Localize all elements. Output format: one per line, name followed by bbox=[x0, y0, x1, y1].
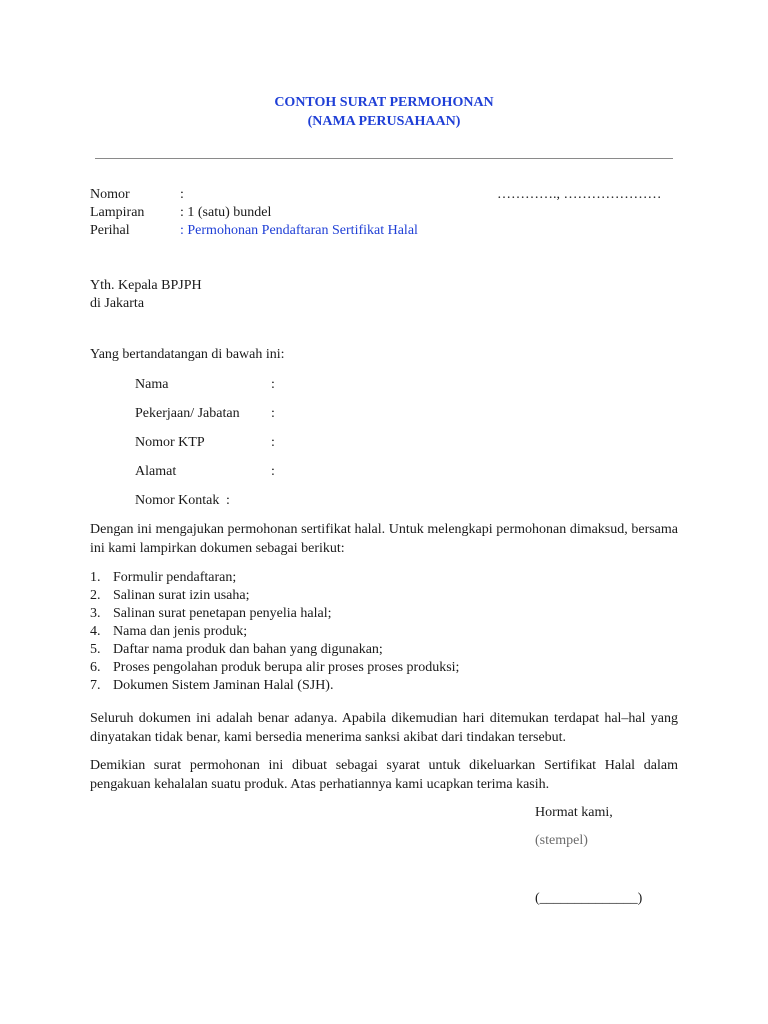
list-item bbox=[90, 677, 459, 695]
list-item bbox=[90, 587, 459, 605]
closing-salutation: Hormat kami, bbox=[535, 805, 613, 820]
list-number: 3. bbox=[90, 606, 101, 621]
list-text: Proses pengolahan produk berupa alir proses proses produksi; bbox=[113, 660, 460, 675]
field-label-ktp: Nomor KTP bbox=[135, 435, 205, 450]
list-number: 5. bbox=[90, 642, 101, 657]
list-text: Salinan surat penetapan penyelia halal; bbox=[113, 606, 332, 621]
document-list bbox=[90, 569, 459, 695]
field-label-nama: Nama bbox=[135, 377, 169, 392]
field-label-alamat: Alamat bbox=[135, 464, 177, 479]
list-item bbox=[90, 641, 459, 659]
list-text: Dokumen Sistem Jaminan Halal (SJH). bbox=[113, 678, 334, 693]
field-label-jabatan: Pekerjaan/ Jabatan bbox=[135, 406, 240, 421]
field-colon: : bbox=[271, 406, 275, 421]
list-item bbox=[90, 569, 459, 587]
perihal-label: Perihal bbox=[90, 223, 130, 238]
stamp-placeholder: (stempel) bbox=[535, 833, 588, 848]
header-divider bbox=[95, 158, 673, 159]
field-colon: : bbox=[271, 377, 275, 392]
field-colon: : bbox=[271, 464, 275, 479]
list-item bbox=[90, 623, 459, 641]
list-text: Nama dan jenis produk; bbox=[113, 624, 248, 639]
list-text: Salinan surat izin usaha; bbox=[113, 588, 250, 603]
perihal-value: : Permohonan Pendaftaran Sertifikat Halal bbox=[180, 223, 418, 238]
nomor-label: Nomor bbox=[90, 187, 130, 202]
field-colon: : bbox=[226, 493, 230, 508]
signature-line: (______________) bbox=[535, 891, 643, 906]
body-paragraph-1: Dengan ini mengajukan permohonan sertifikat halal. Untuk melengkapi permohonan dimaksud, bersama ini kami lampirkan dokumen sebagai berikut: bbox=[90, 522, 678, 556]
nomor-value: : bbox=[180, 187, 184, 202]
field-colon: : bbox=[271, 435, 275, 450]
recipient-line-2: di Jakarta bbox=[90, 296, 145, 311]
intro-text: Yang bertandatangan di bawah ini: bbox=[90, 347, 285, 362]
list-number: 6. bbox=[90, 660, 101, 675]
recipient-line-1: Yth. Kepala BPJPH bbox=[90, 278, 202, 293]
list-item bbox=[90, 659, 459, 677]
list-text: Daftar nama produk dan bahan yang digunakan; bbox=[113, 642, 383, 657]
list-number: 4. bbox=[90, 624, 101, 639]
list-number: 1. bbox=[90, 570, 101, 585]
list-number: 7. bbox=[90, 678, 101, 693]
letter-title: CONTOH SURAT PERMOHONAN bbox=[274, 95, 494, 110]
field-label-kontak: Nomor Kontak bbox=[135, 493, 220, 508]
lampiran-value: : 1 (satu) bundel bbox=[180, 205, 272, 220]
place-date: …………., ………………… bbox=[497, 187, 662, 202]
body-paragraph-2: Seluruh dokumen ini adalah benar adanya. Apabila dikemudian hari ditemukan terdapat hal–hal yang dinyatakan tidak benar, kami bersedia menerima sanksi akibat dari tindakan tersebut. bbox=[90, 711, 678, 745]
company-name: (NAMA PERUSAHAAN) bbox=[307, 114, 461, 129]
list-item bbox=[90, 605, 459, 623]
body-paragraph-3: Demikian surat permohonan ini dibuat sebagai syarat untuk dikeluarkan Sertifikat Halal dalam pengakuan kehalalan suatu produk. Atas perhatiannya kami ucapkan terima kasih. bbox=[90, 758, 678, 792]
lampiran-label: Lampiran bbox=[90, 205, 145, 220]
list-number: 2. bbox=[90, 588, 101, 603]
list-text: Formulir pendaftaran; bbox=[113, 570, 237, 585]
